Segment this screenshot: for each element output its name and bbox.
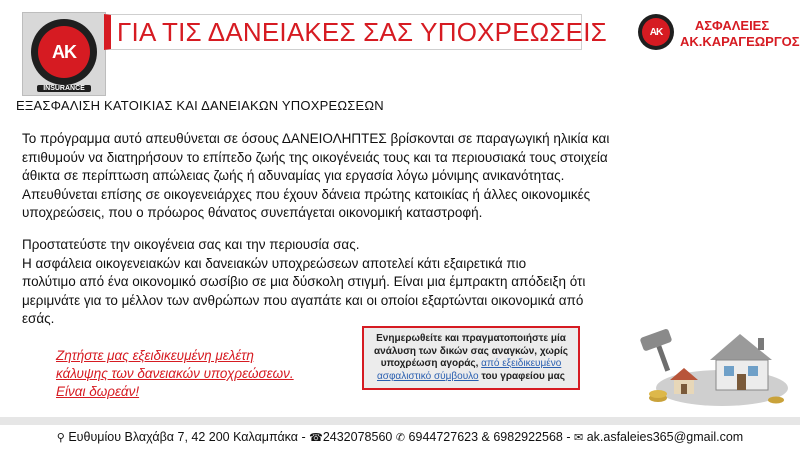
email-link[interactable]: ak.asfaleies365@gmail.com bbox=[586, 430, 744, 444]
cta-line[interactable]: Ζητήστε μας εξειδικευμένη μελέτη bbox=[56, 348, 254, 363]
consultation-info-box bbox=[362, 326, 580, 390]
page-title: ΓΙΑ ΤΙΣ ΔΑΝΕΙΑΚΕΣ ΣΑΣ ΥΠΟΧΡΕΩΣΕΙΣ bbox=[117, 17, 607, 47]
text-line: άθικτα σε περίπτωση απώλειας ζωής ή αδυναμίας για εργασία λόγω μόνιμης ανικανότητας. bbox=[22, 168, 565, 183]
address: Ευθυμίου Βλαχάβα 7, 42 200 Καλαμπάκα bbox=[68, 430, 298, 444]
cta-line[interactable]: κάλυψης των δανειακών υποχρεώσεων. bbox=[56, 366, 294, 381]
brand-name-line1: ΑΣΦΑΛΕΙΕΣ bbox=[694, 18, 770, 33]
brand-logo bbox=[638, 14, 674, 50]
house-illustration bbox=[640, 318, 788, 410]
text-line: Προστατεύστε την οικογένεια σας και την περιουσία σας. bbox=[22, 237, 360, 252]
header bbox=[0, 0, 800, 100]
text-line: εσάς. bbox=[22, 311, 55, 326]
separator: - bbox=[301, 430, 310, 444]
info-text: Ενημερωθείτε και πραγματοποιήστε μία ανάλυση των δικών σας αναγκών, χωρίς υποχρέωση αγοράς, bbox=[373, 333, 568, 369]
logo-text: AK bbox=[38, 26, 90, 78]
cta-line[interactable]: Είναι δωρεάν! bbox=[56, 384, 140, 399]
footer-divider bbox=[0, 417, 800, 425]
title-banner bbox=[104, 14, 607, 50]
footer-contact bbox=[0, 430, 800, 444]
text-line: μεριμνάτε για το μέλλον των ανθρώπων που αγαπάτε και οι οποίοι εξαρτώνται οικονομικά από bbox=[22, 292, 584, 308]
protection-paragraph bbox=[22, 236, 702, 329]
logo-subtitle: INSURANCE bbox=[37, 85, 91, 92]
section-title: ΕΞΑΣΦΑΛΙΣΗ ΚΑΤΟΙΚΙΑΣ ΚΑΙ ΔΑΝΕΙΑΚΩΝ ΥΠΟΧΡΕΩΣΕΩΝ bbox=[16, 98, 384, 113]
logo-disc bbox=[31, 19, 97, 85]
info-text-end: του γραφείου μας bbox=[478, 370, 566, 382]
mobile-icon: ✆ bbox=[395, 432, 406, 444]
brand-block[interactable] bbox=[630, 14, 800, 52]
phone-number[interactable]: 2432078560 bbox=[322, 430, 393, 444]
advisor-link[interactable]: από εξειδικευμένο ασφαλιστικό σύμβουλο bbox=[376, 358, 562, 382]
intro-paragraph bbox=[22, 130, 702, 223]
phone-icon: ☎ bbox=[309, 432, 323, 444]
text-line: Η ασφάλεια οικογενειακών και δανειακών υποχρεώσεων αποτελεί κάτι εξαιρετικά πιο bbox=[22, 255, 527, 271]
mobile-numbers[interactable]: 6944727623 & 6982922568 bbox=[408, 430, 563, 444]
pin-icon: ⚲ bbox=[56, 432, 65, 444]
company-logo[interactable] bbox=[22, 12, 106, 96]
separator: - bbox=[566, 430, 574, 444]
text-line: υποχρεώσεις, που ο πρόωρος θάνατος συνεπάγεται οικονομική καταστροφή. bbox=[22, 205, 483, 220]
envelope-icon: ✉ bbox=[574, 432, 584, 444]
brand-logo-text: AK bbox=[642, 18, 670, 46]
text-line: Απευθύνεται επίσης σε οικογενειάρχες που έχουν δάνεια πρώτης κατοικίας ή άλλες οικονομικές bbox=[22, 186, 591, 202]
text-line: επιθυμούν να διατηρήσουν το επίπεδο ζωής της οικογένειάς τους και τα περιουσιακά τους στοιχεία bbox=[22, 149, 608, 165]
text-line: πολύτιμο από ένα οικονομικό σωσίβιο σε μια δύσκολη στιγμή. Είναι μια έμπρακτη απόδειξη ότι bbox=[22, 274, 586, 289]
text-line: Το πρόγραμμα αυτό απευθύνεται σε όσους ΔΑΝΕΙΟΛΗΠΤΕΣ βρίσκονται σε παραγωγική ηλικία και bbox=[22, 131, 610, 146]
free-study-cta[interactable] bbox=[56, 347, 326, 401]
brand-name-line2: ΑΚ.ΚΑΡΑΓΕΩΡΓΟΣ bbox=[680, 34, 800, 49]
